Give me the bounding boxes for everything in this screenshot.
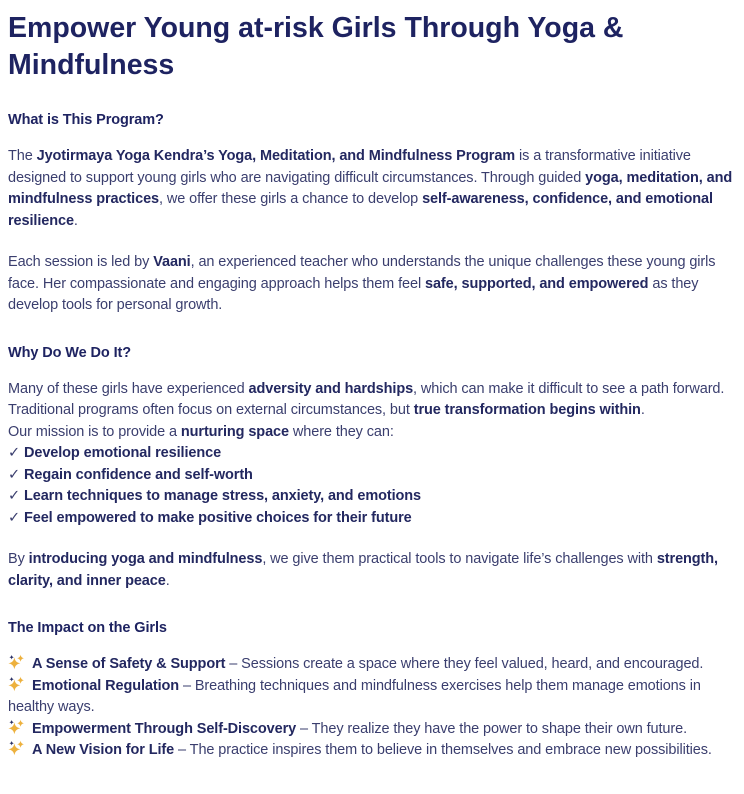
body-text: where they can: [288, 423, 394, 440]
paragraph-impact [8, 654, 736, 762]
body-text: ✓ [8, 488, 24, 504]
emphasis-text: A New Vision for Life [32, 742, 175, 758]
paragraph-mission [8, 379, 736, 530]
body-text: Each session is led by [8, 254, 154, 270]
sparkles-icon [8, 676, 25, 693]
sparkles-icon [8, 654, 25, 671]
emphasis-text: A Sense of Safety & Support [32, 656, 226, 672]
body-text: By [8, 551, 29, 567]
body-text: – They realize they have the power to shape their own future. [296, 720, 688, 737]
body-text: , we offer these girls a chance to develop [159, 191, 423, 207]
paragraph-teacher [8, 252, 736, 317]
body-text: ✓ [8, 466, 24, 483]
body-text: . [73, 212, 78, 229]
body-text: , we give them practical tools to navigate life’s challenges with [262, 551, 657, 567]
emphasis-text: Emotional Regulation [32, 677, 180, 694]
body-text: ✓ [8, 509, 24, 526]
body-text: , which can make it difficult to see a path forward. Traditional programs often focus on external circumstances, but [8, 380, 725, 418]
emphasis-text: Jyotirmaya Yoga Kendra’s Yoga, Meditation, and Mindfulness Program [36, 148, 516, 164]
body-text: Many of these girls have experienced [8, 380, 249, 397]
body-text: , an experienced teacher who understands the unique challenges these young girls face. Her compassionate and engaging approach helps them feel [8, 254, 716, 292]
body-text: – Sessions create a space where they feel valued, heard, and encouraged. [225, 656, 704, 672]
emphasis-text: safe, supported, and empowered [425, 275, 649, 292]
section-heading-what: What is This Program? [8, 112, 164, 128]
body-text: – The practice inspires them to believe in themselves and embrace new possibilities. [174, 742, 712, 758]
emphasis-text: true transformation begins within [413, 402, 641, 418]
body-text: Our mission is to provide a [8, 423, 181, 440]
emphasis-text: introducing yoga and mindfulness [28, 551, 263, 567]
body-text: as they develop tools for personal growth. [8, 275, 699, 313]
body-text: . [640, 402, 645, 418]
emphasis-text: Learn techniques to manage stress, anxiety, and emotions [23, 488, 422, 504]
emphasis-text: yoga, meditation, and mindfulness practices [8, 169, 733, 207]
body-text: The [8, 148, 37, 164]
emphasis-text: Vaani [153, 254, 191, 270]
emphasis-text: Feel empowered to make positive choices for their future [23, 509, 412, 526]
sparkles-icon [8, 719, 25, 736]
emphasis-text: Empowerment Through Self-Discovery [32, 720, 297, 737]
emphasis-text: strength, clarity, and inner peace [8, 551, 718, 589]
body-text: – Breathing techniques and mindfulness exercises help them manage emotions in healthy ways. [8, 677, 701, 715]
emphasis-text: adversity and hardships [248, 380, 414, 397]
body-text: ✓ [8, 445, 24, 461]
section-heading-why: Why Do We Do It? [8, 344, 131, 361]
emphasis-text: Develop emotional resilience [23, 445, 222, 461]
section-heading-impact: The Impact on the Girls [8, 620, 167, 636]
emphasis-text: nurturing space [180, 423, 289, 440]
body-text: is a transformative initiative designed to support young girls who are navigating difficult circumstances. Through guided [8, 148, 691, 186]
body-text: . [165, 572, 170, 589]
page-title: Empower Young at-risk Girls Through Yoga & Mindfulness [8, 12, 624, 81]
emphasis-text: Regain confidence and self-worth [23, 466, 253, 483]
emphasis-text: self-awareness, confidence, and emotional resilience [8, 191, 713, 229]
sparkles-icon [8, 740, 25, 757]
paragraph-tools [8, 549, 736, 592]
paragraph-intro [8, 146, 736, 232]
